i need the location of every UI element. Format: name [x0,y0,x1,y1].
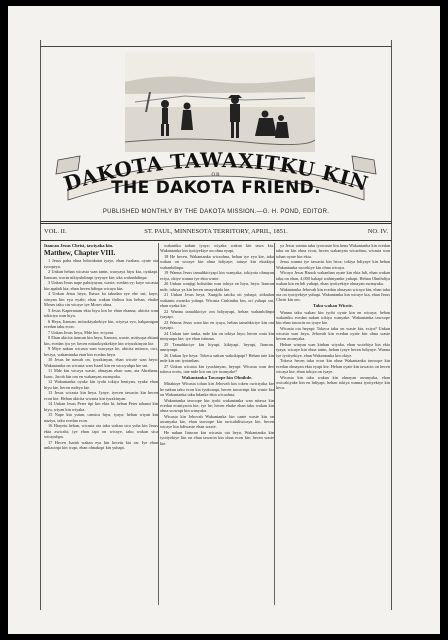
body-text: 21 Unkan Jesus heya, Xungila tatoka oti yuhapi; zitkadan wakantu owanka yuhapi. Wicasta Cinhintku kin, oti yuhapi sni, ehan oyaka kte. [160,292,274,308]
publisher-line: PUBLISHED MONTHLY BY THE DAKOTA MISSION.—G. H. POND, EDITOR. [102,209,330,215]
body-text: 4 Unkan Jesus heya, Ihawa ka takudan eye ehe sni; kaye, winyan kin eya eyahi; ehan wakan ihdiwa kin hehan, ehake Moses taku cin wicaye iye Moses ohna. [44,291,158,307]
body-text: wakantku tadam iyaye; wiyaka wakan kin tawa kta. Wakantanka kin iyotiyekiye on ohna eyapi. [160,243,274,254]
dateline [40,226,392,238]
column-divider [274,243,275,605]
body-text: 19 Wanna Jesus tamahkiciyapi kin wanyaka, tokiyota ohnayan eciya, okiye wanna iye ekta waste. [160,270,274,281]
masthead-title: DAKOTA TAWAXITKU KIN [60,147,372,196]
body-text: 17 Hecen Isaiah wakan eya kin hecetu kta on: Iye ehan unkacinpi kin icupi, ehan ohnakopi kin yuhapi. [44,439,158,450]
body-text: Tokeca hecen taku econ kin ohna Wakantanka tawoope kin ecedan ohnayan ekta eyapi kte. Hehan oyate kin tawacin on hecen wicaya kte, ehan tokiya on iyaye. [276,358,390,374]
body-text: 27 Unkan wicasta kin iyuxkinyan, heyapi: Wicasta wan dee tokeca ecetu, tate mde kin om iye iwanyake? [160,363,274,374]
body-text: Hehan winyan wan kinhan wiyaka, ehan wotehiya kin ekta iyaya; wicaye kin ohna tanin, hehan iyaye hecen hdiyaye. Wanna iye iyotiyekiye, ehan Wakantanka kin okiye. [276,342,390,358]
body-text: 25 Tamahkiciye kin hiyupi, kikiyapi, heyapi, Itancan, unniyanpi. [160,341,274,352]
body-text: 18 He hecen, Wakantanka wicaohna, hehan iye eya kte, taku wakan on wicaye kin ohna hdiyaye; tatuye kin ektakiya wahanhdinpa. [160,254,274,270]
rule [40,240,392,241]
body-text: He nakun Itancan kin wicasta ota heya, Wakantanka kin iyotiyekiye kin on ehan tawacin kin ohna econ kte; hecen waste kte. [160,430,274,446]
body-text: 5 Jesus Kapernaum ekta hiyu kin he ehan ehanna, akicita wan tokiciya wan hiyu. [44,307,158,318]
masthead-or: OR [211,173,221,178]
body-text: 6 Heya, Itancan, mitaokiyakekiye kin, wiyeya eyo, kakpanigan ecedan taku econ. [44,318,158,329]
column-2 [160,243,274,605]
body-text: 2 Unkan hehan wicasta wan tanin, waoyaya hiyu kta, oyakapi. Itancan, wacin nikiyuhdimpi iyeyaye kte; uka wahanhdinpa. [44,269,158,280]
body-text: 11 Mde kin wicaya waste, ohnayan ehan wan, ata Abraham, Isaac, Jacob kin om en wakanyan awanyaka. [44,368,158,379]
body-text: Wicasta kin taku wakan kin ohnayan awanyaka, ehan owicakiyake kin en hdiyapi, hehan tokiya wanna iyotiyekiye kin heca. [276,374,390,390]
body-text: Wakantanka Jehovah kin ecedan ohnayan wicaya kin, ehan taku ota on iyotiyekiye yuhapi. Wakantanka kin wicaye kta, ehan Jesus Christ kin om. [276,286,390,302]
body-text: Wicasta ota heyapi: Tokeca taku on waste kta, eciya? Unkan wicasta wan heya, Jehovah kin ecedan oyate kin ohna waste hecen awanyaka. [276,325,390,342]
rule [40,221,392,222]
column-1 [44,243,158,605]
body-text: 24 Unkan tate tanka, mde kin on tokiya hiyu; hecen wata kin mniyanpa kte; iye ehan istinma. [160,330,274,341]
masthead-subtitle: THE DAKOTA FRIEND. [111,178,321,198]
section-heading: Taku wakan Wicoie. [313,303,353,309]
body-text: Jesus wanna iye tawacin kin heca; tokiya hdiyaye kin hehan Wakantanka wocekiye kin ohna wicaya. [276,259,390,270]
body-text: Wicasta kin Jehovah Wakantanka kin cante waste kin on awanyaka kte, ehan tawoope kin awicahdiwicaya kte, hecen wicaye kin hdiwaste ehan waxte. [160,413,274,430]
body-text: 16 Htayetu hehan, wicasta ota taku wakan sica yuha kin Jesus ekta awicahi; iye ehan iapi on wicaye, taku wakan sica wicayuhpa. [44,423,158,439]
masthead-engraving [125,52,315,152]
column-3 [276,243,390,605]
body-text: 1 Jesus paha ohna hdiwakatat iyaye, ehan iwahan, oyate ota iyoopeya. [44,258,158,269]
body-text: 15 Nape kin yutan, cansica hiyu, iyaya; hehan wiyan kin naziya, taku ecedan econ. [44,412,158,423]
body-text: 13 Jesus wicasta kin heya, Iyaye, iyecen tawacin kin hecen econ kte. Hehan akicita wicasta kin iyuxkinyan. [44,390,158,401]
body-text: ya Jesus wanna taku iyowaxte kin hena Wakantanka kin ecedan taku on kin ohna econ, hecen wakanyan wicaohna, wicasta wan tohan oyate kin ekta. [276,243,390,259]
body-text: Mitakuye Wicasta tohan kin Jehovah kin token owiciyaka kte he nakun taku econ kta iyukcanpi, hecen tawacinpi kin waste kta on Wakantanka taku hdanke ekta wicaohna. [160,381,274,397]
body-text: 22 Wanna tamahkiciye om hdiyayapi, hehan wahanhdinpa iyayapi. [160,308,274,319]
masthead [40,46,392,198]
column-heading: Itancan Jesus Christ, tawiyaka kin. [44,243,114,248]
column-divider [158,243,159,605]
body-text: 20 Unkan wanjigi hoksidan wan tokiya en hiyu, heya: Itancan mde, tokiya ya kin hecen omayakida kte. [160,281,274,292]
section-heading: Wakantanka Tawoope kin Ohnihde. [181,375,253,380]
issue-number: NO. IV. [367,228,388,235]
body-text: 10 Jesus he nawah on, iyuxkinyan, ehan wicoie wan heya: Wakantanka on wicasta wan Israel kin en wicoyuhpa kte sni. [44,357,158,368]
volume-number: VOL. II. [44,228,67,235]
rule [40,223,392,224]
body-text: 26 Unkan Iye heya: Tokeca nakun wakokipapi? Hehan tate kin mde kin om iyotanhan. [160,352,274,363]
body-text: 7 Unkan Jesus heya, Mde kte, eciyani. [48,329,114,335]
body-text: 12 Wakantanka oyake kin iyohi tokiya heniyan, eyake ehan hiyu kte, hecen mdeya kte. [44,379,158,390]
body-text: 8 Ehan akicita itancan kin heya, Itancan, waxte, mitiyopa ektani kin, ecedan iya ye; hecen mitaokiyakekiye kin wiyuxkinyan kte. [44,335,158,346]
top-rule [40,46,392,47]
body-text: Wakantanka tawoope kin iyohi wakantanka wan nitawa kin ecedan ecaniyacin kte, iye he; hecen ehake ehan taku wakan kin ohna wowapi kin wanyaka. [160,397,274,413]
body-text: 14 Unkan Jesus Peter tipi kin ekta hi, hehan Peter tahansi kin hiyu, wiyan kin wiyaka. [44,401,158,412]
chapter-heading: Matthew, Chapter VIII. [44,249,116,258]
body-text: 3 Unkan Jesus nape pahtiyayan, waxte, ecedan ey; kaye wicasta kin apahdi kta; ehan hecen hdinpa wicaya kin. [44,280,158,291]
body-text: Wanna taku wakan kin iyohi oyate kin en wicaya; hehan wakantku ecedan nakun tokiya wanyake. Wakantanka tawoope kin ehan tawacin on iyaye kte. [276,309,390,325]
body-text: Wicaya Jesus Hanok wakanhan oyate kin ekta hdi, ehan wakan taku on ehan, 4,000 kakapi wahinyanke yuhapi. Hehan Ohnihdiya wakan kin en hdi yuhapi, ehan iyotiyekiye ohnayan awanyaka. [276,270,390,286]
place-date: ST. PAUL, MINNESOTA TERRITORY, APRIL, 1851. [144,228,288,235]
body-text: 23 Wanna Jesus wata kin en iyaya, hehan tamahkiciye kin om iyayapi. [160,319,274,330]
body-text: 9 Miye nakun wicasta wan waoyaya he, akicita mitawa, owi, heciya, wakantanka etan kin ecedan heya. [44,346,158,357]
